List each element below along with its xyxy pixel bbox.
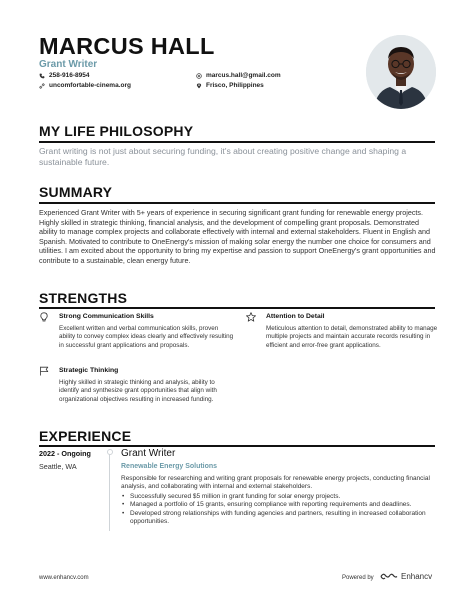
strengths-heading: STRENGTHS [39,290,128,306]
philosophy-divider [39,141,435,143]
brand-logo[interactable] [380,572,432,581]
experience-divider [39,445,435,447]
job-bullets [121,493,439,527]
avatar [366,35,436,109]
summary-divider [39,202,435,204]
contact-phone [39,72,89,79]
job-description: Responsible for researching and writing grant proposals for renewable energy projects, conducting financial analysis, and collaborating with internal and external stakeholders. [121,475,430,491]
job-role: Grant Writer [121,448,176,459]
job-dates: 2022 - Ongoing [39,449,91,458]
timeline-line [109,449,110,531]
location-text: Frisco, Philippines [206,82,264,89]
brand-name: Enhancv [401,572,433,581]
strength-desc: Meticulous attention to detail, demonstrated ability to manage multiple projects and maintain accurate records resulting in efficient and error-free grant applications. [266,325,438,349]
summary-heading: SUMMARY [39,184,113,200]
candidate-name: MARCUS HALL [39,33,215,59]
job-bullet: • Developed strong relationships with funding agencies and partners, resulting in increased collaboration opportunities. [121,510,439,527]
link-icon [39,83,45,89]
contact-email[interactable] [196,72,281,79]
phone-icon [39,73,45,79]
strength-item [39,312,234,358]
timeline-dot [107,449,113,455]
at-icon [196,73,202,79]
strength-title: Attention to Detail [266,313,325,320]
strength-item [39,366,219,412]
job-company: Renewable Energy Solutions [121,463,218,470]
profile-photo [366,35,436,109]
summary-text: Experienced Grant Writer with 5+ years of experience in securing significant grant funding for renewable energy projects. Highly skilled in strategic thinking, financial analysis, and the development of compelling grant proposals. Demonstrated ability to manage complex projects and collaborate effectively with internal and external stakeholders. Fluent in English and Spanish. Motivated to contribute to OneEnergy's mission of making solar energy the number one choice for consumers and utilities. I am excited about the opportunity to bring my expertise and passion to support OneEnergy's grant opportunities and contribute to a sustainable, clean energy future. [39,208,436,265]
strength-item [246,312,438,358]
location-pin-icon [196,83,202,89]
strength-title: Strategic Thinking [59,367,119,374]
strengths-divider [39,307,435,309]
lightbulb-icon [39,312,49,322]
candidate-title: Grant Writer [39,59,98,70]
philosophy-heading: MY LIFE PHILOSOPHY [39,123,194,139]
email-text[interactable]: marcus.hall@gmail.com [206,72,281,79]
experience-heading: EXPERIENCE [39,428,132,444]
star-icon [246,312,256,322]
job-location: Seattle, WA [39,462,77,471]
enhancv-logo-icon [380,572,398,581]
job-bullet: • Successfully secured $5 million in grant funding for solar energy projects. [121,493,439,501]
strength-title: Strong Communication Skills [59,313,154,320]
website-text[interactable]: uncomfortable-cinema.org [49,82,131,89]
philosophy-text: Grant writing is not just about securing funding, it's about creating positive change and shaping a sustainable future. [39,146,407,167]
flag-icon [39,366,49,376]
strength-desc: Highly skilled in strategic thinking and analysis, ability to identify and synthesize grant opportunities that align with organizational objectives resulting in increased funding. [59,379,217,403]
phone-text: 258-916-8954 [49,72,90,79]
contact-website[interactable] [39,82,131,89]
footer-url[interactable]: www.enhancv.com [39,575,89,581]
contact-location [196,82,264,89]
powered-by-label: Powered by [342,575,374,581]
job-bullet: • Managed a portfolio of 15 grants, ensuring compliance with reporting requirements and deadlines. [121,501,439,509]
strength-desc: Excellent written and verbal communication skills, proven ability to convey complex ideas clearly and effectively resulting in successful grant applications and proposals. [59,325,234,349]
